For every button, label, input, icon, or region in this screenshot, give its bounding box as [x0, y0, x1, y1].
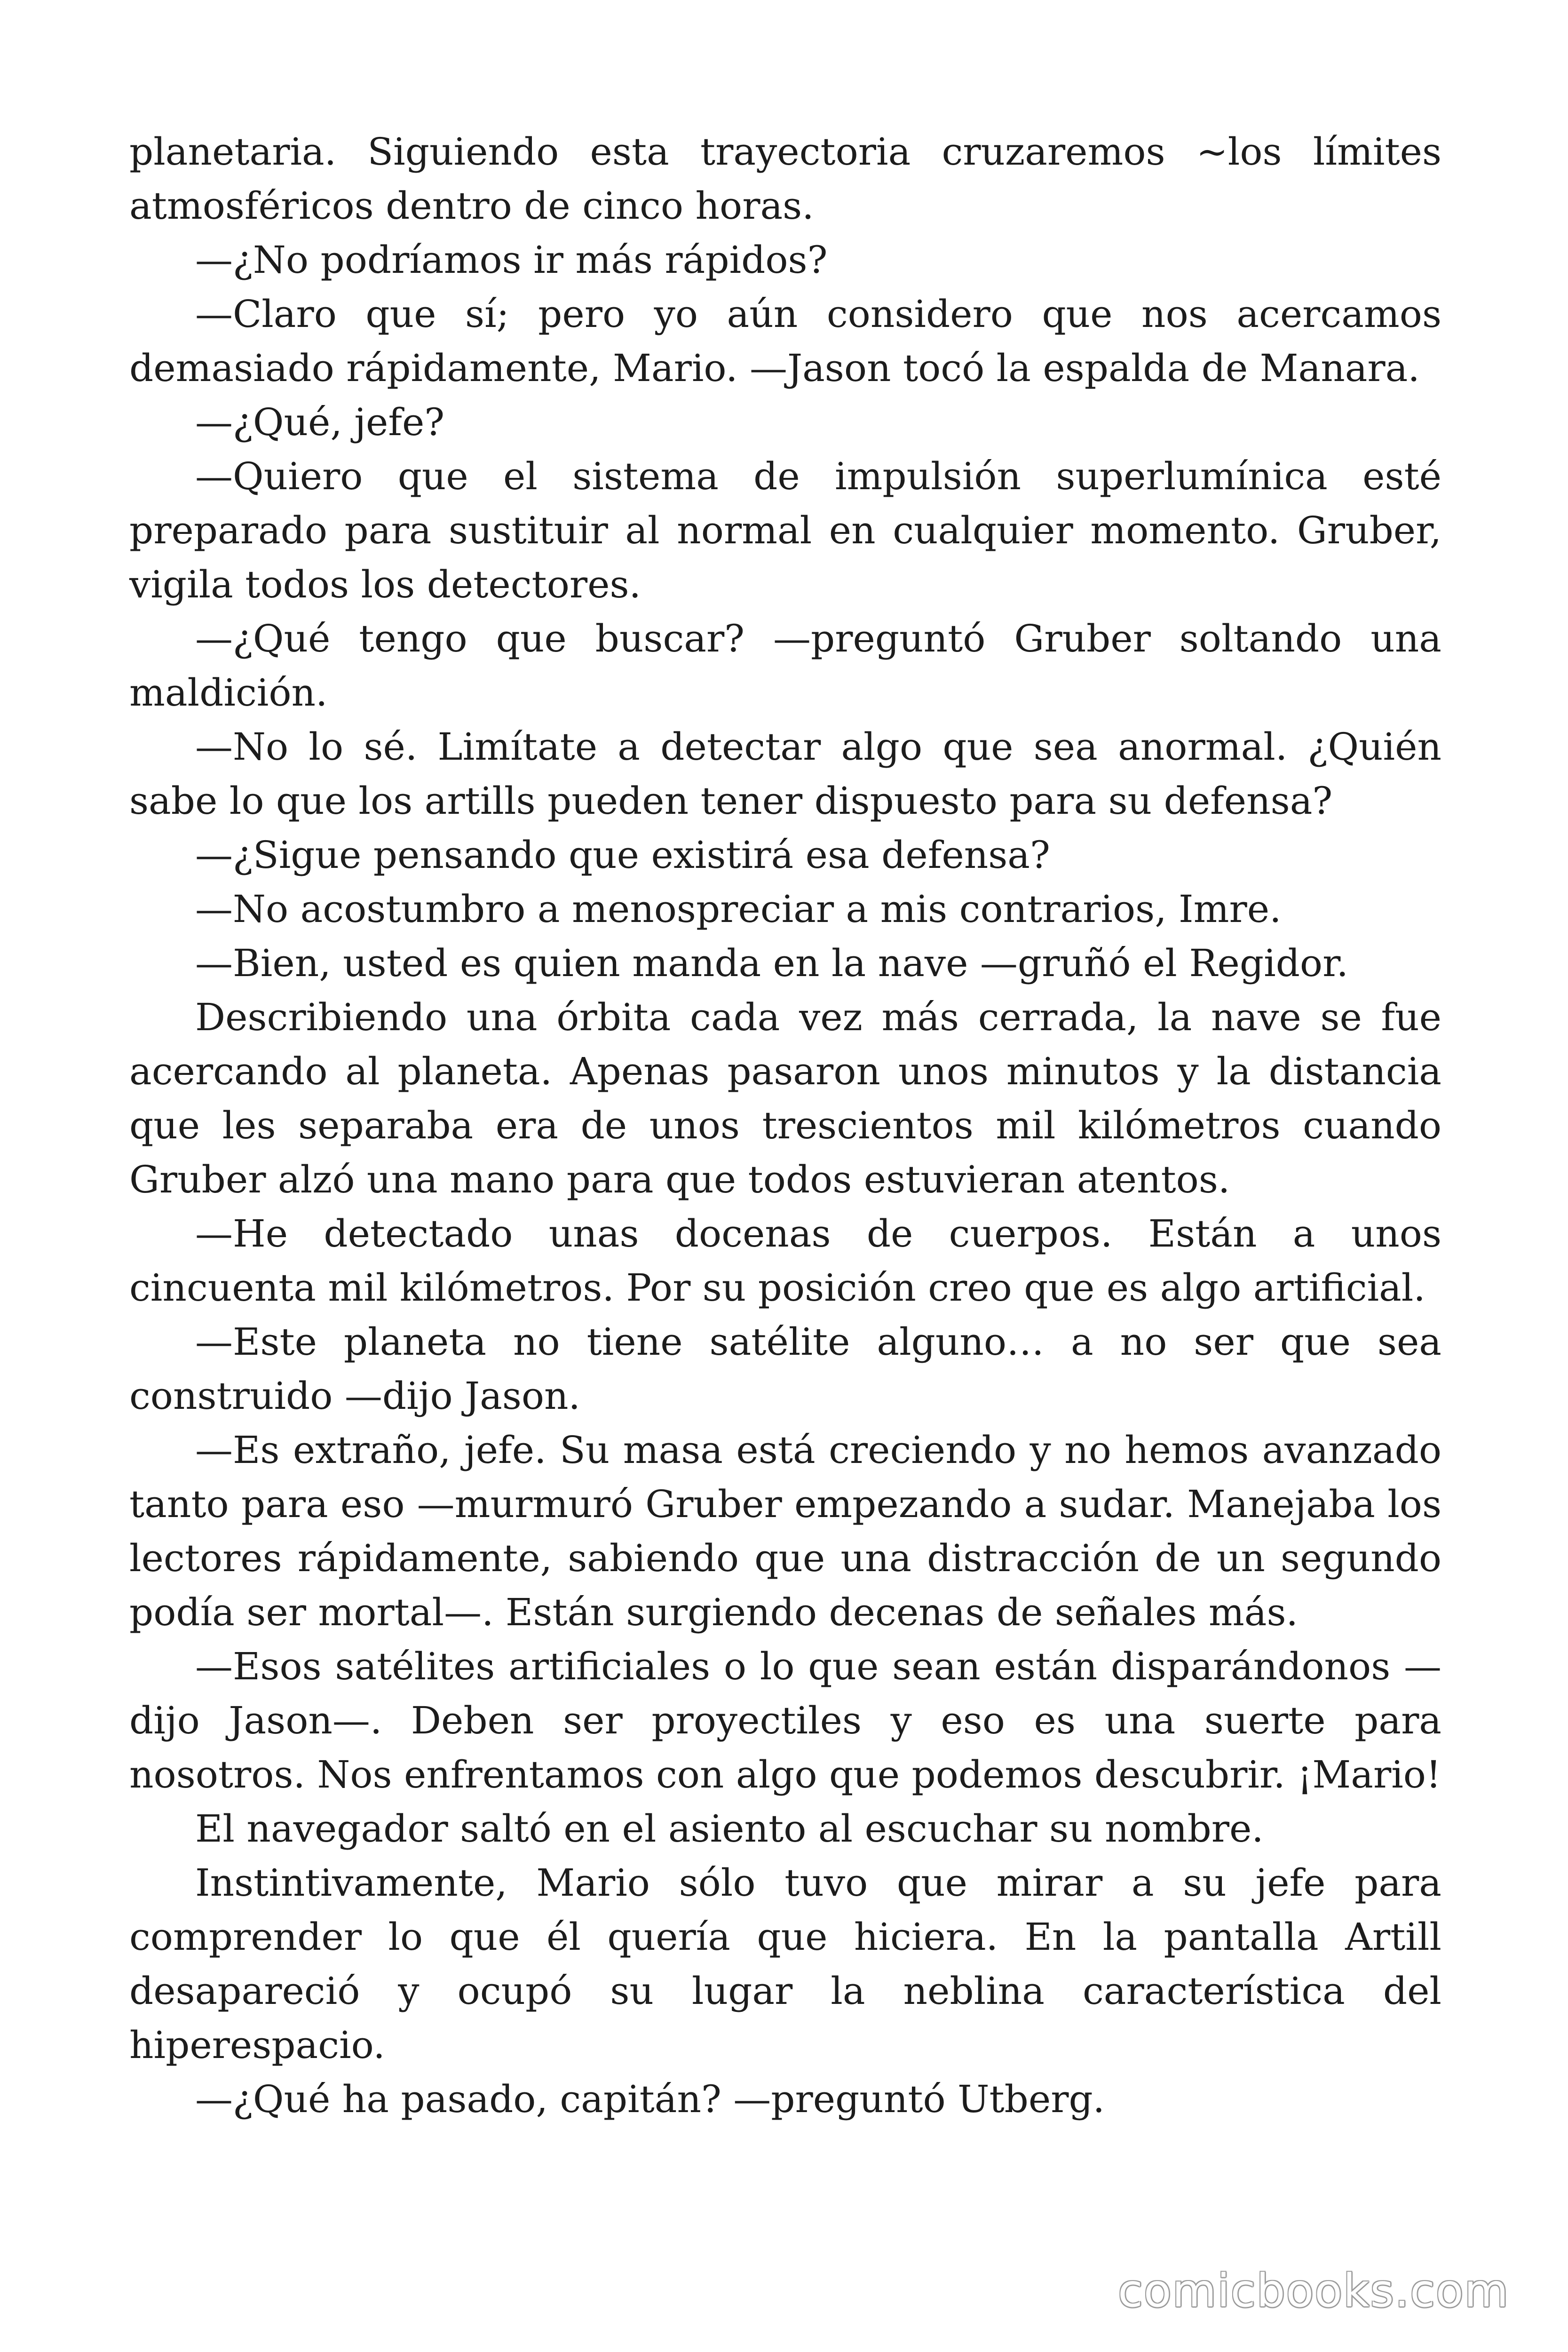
paragraph-4: —¿Qué, jefe? — [195, 400, 445, 444]
paragraph-16: El navegador saltó en el asiento al escuchar su nombre. — [195, 1807, 1264, 1851]
paragraph-14: —Es extraño, jefe. Su masa está creciendo y no hemos avanzado tanto para eso —murmuró Gruber empezando a sudar. Manejaba los lectores rápidamente, sabiendo que una distracción de un segundo podía ser mortal—. Están surgiendo decenas de señales más. — [129, 1428, 1441, 1634]
page-text — [129, 125, 1441, 2126]
paragraph-17: Instintivamente, Mario sólo tuvo que mirar a su jefe para comprender lo que él quería que hiciera. En la pantalla Artill desapareció y ocupó su lugar la neblina característica del hiperespacio. — [129, 1861, 1441, 2067]
paragraph-1: planetaria. Siguiendo esta trayectoria cruzaremos ~los límites atmosféricos dentro de cinco horas. — [129, 130, 1441, 228]
paragraph-10: —Bien, usted es quien manda en la nave —gruñó el Regidor. — [195, 941, 1348, 985]
paragraph-13: —Este planeta no tiene satélite alguno… a no ser que sea construido —dijo Jason. — [129, 1320, 1441, 1418]
paragraph-9: —No acostumbro a menospreciar a mis contrarios, Imre. — [195, 887, 1282, 931]
paragraph-6: —¿Qué tengo que buscar? —preguntó Gruber soltando una maldición. — [129, 617, 1441, 715]
paragraph-5: —Quiero que el sistema de impulsión superlumínica esté preparado para sustituir al normal en cualquier momento. Gruber, vigila todos los detectores. — [129, 454, 1441, 606]
paragraph-15: —Esos satélites artificiales o lo que sean están disparándonos — dijo Jason—. Deben ser proyectiles y eso es una suerte para nosotros. Nos enfrentamos con algo que podemos descubrir. ¡Mario! — [129, 1645, 1441, 1796]
paragraph-11: Describiendo una órbita cada vez más cerrada, la nave se fue acercando al planeta. Apenas pasaron unos minutos y la distancia que les separaba era de unos trescientos mil kilómetros cuando Gruber alzó una mano para que todos estuvieran atentos. — [129, 995, 1441, 1201]
paragraph-8: —¿Sigue pensando que existirá esa defensa? — [195, 833, 1050, 877]
paragraph-12: —He detectado unas docenas de cuerpos. Están a unos cincuenta mil kilómetros. Por su posición creo que es algo artificial. — [129, 1212, 1441, 1310]
watermark: comicbooks.com — [1117, 2265, 1509, 2317]
paragraph-18: —¿Qué ha pasado, capitán? —preguntó Utberg. — [195, 2077, 1105, 2121]
paragraph-7: —No lo sé. Limítate a detectar algo que sea anormal. ¿Quién sabe lo que los artills pueden tener dispuesto para su defensa? — [129, 725, 1441, 823]
paragraph-2: —¿No podríamos ir más rápidos? — [195, 238, 828, 282]
paragraph-3: —Claro que sí; pero yo aún considero que nos acercamos demasiado rápidamente, Mario. —Jason tocó la espalda de Manara. — [129, 292, 1441, 390]
